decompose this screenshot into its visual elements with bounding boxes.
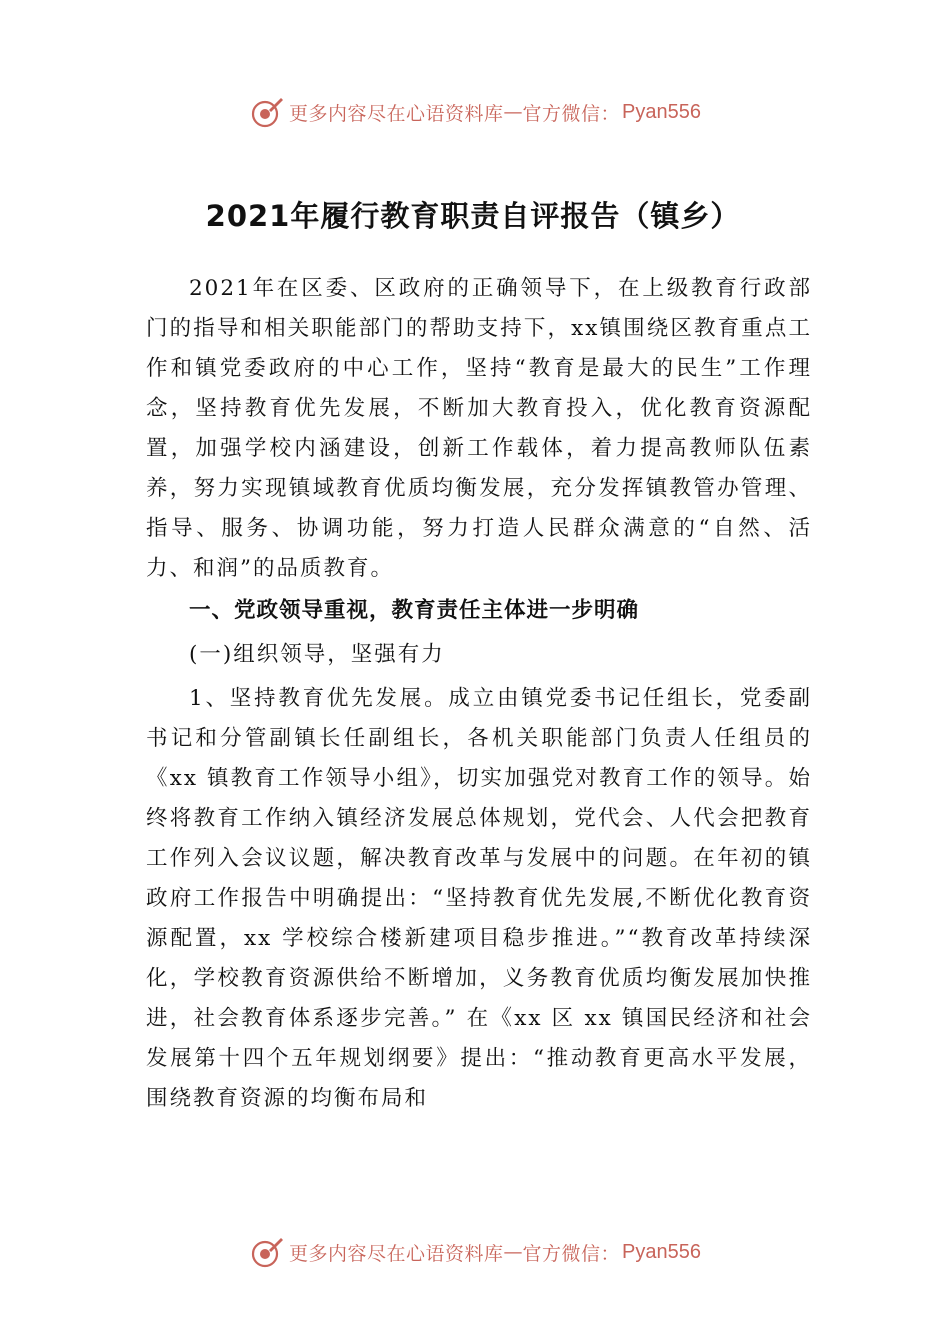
- banner-wechat-label: 官方微信：: [522, 1242, 621, 1265]
- pen-logo-icon: [249, 94, 285, 130]
- body-paragraph: 1、坚持教育优先发展。成立由镇党委书记任组长，党委副书记和分管副镇长任副组长，各机关职能部门负责人任组员的《xx 镇教育工作领导小组》，切实加强党对教育工作的领导。始终将教育工作纳入镇经济发展总体规划，党代会、人代会把教育工作列入会议议题，解决教育改革与发展中的问题。在年初的镇政府工作报告中明确提出：“坚持教育优先发展,不断优化教育资源配置，xx 学校综合楼新建项目稳步推进。”“教育改革持续深化，学校教育资源供给不断增加，义务教育优质均衡发展加快推进，社会教育体系逐步完善。” 在《xx 区 xx 镇国民经济和社会发展第十四个五年规划纲要》提出：“推动教育更高水平发展，围绕教育资源的均衡布局和: [146, 685, 812, 1111]
- footer-banner: [0, 1232, 950, 1272]
- banner-wechat-id: Pyan556: [622, 100, 701, 123]
- pen-logo-icon: [249, 1234, 285, 1270]
- subsection-heading: (一)组织领导，坚强有力: [189, 641, 445, 667]
- document-body: [146, 196, 812, 1119]
- banner-wechat-label: 官方微信：: [522, 102, 621, 125]
- banner-wechat-id: Pyan556: [622, 1240, 701, 1263]
- banner-separator: —: [503, 1241, 523, 1263]
- banner-separator: —: [503, 101, 523, 123]
- intro-paragraph: 2021年在区委、区政府的正确领导下，在上级教育行政部门的指导和相关职能部门的帮助支持下，xx镇围绕区教育重点工作和镇党委政府的中心工作，坚持“教育是最大的民生”工作理念，坚持教育优先发展，不断加大教育投入，优化教育资源配置，加强学校内涵建设，创新工作载体，着力提高教师队伍素养，努力实现镇域教育优质均衡发展，充分发挥镇教管办管理、指导、服务、协调功能，努力打造人民群众满意的“自然、活力、和润”的品质教育。: [146, 275, 812, 581]
- banner-text: 更多内容尽在心语资料库: [289, 102, 504, 125]
- header-banner: [0, 92, 950, 132]
- section-heading: 一、党政领导重视，教育责任主体进一步明确: [189, 597, 640, 623]
- banner-text: 更多内容尽在心语资料库: [289, 1242, 504, 1265]
- document-title: 2021年履行教育职责自评报告（镇乡）: [205, 199, 741, 233]
